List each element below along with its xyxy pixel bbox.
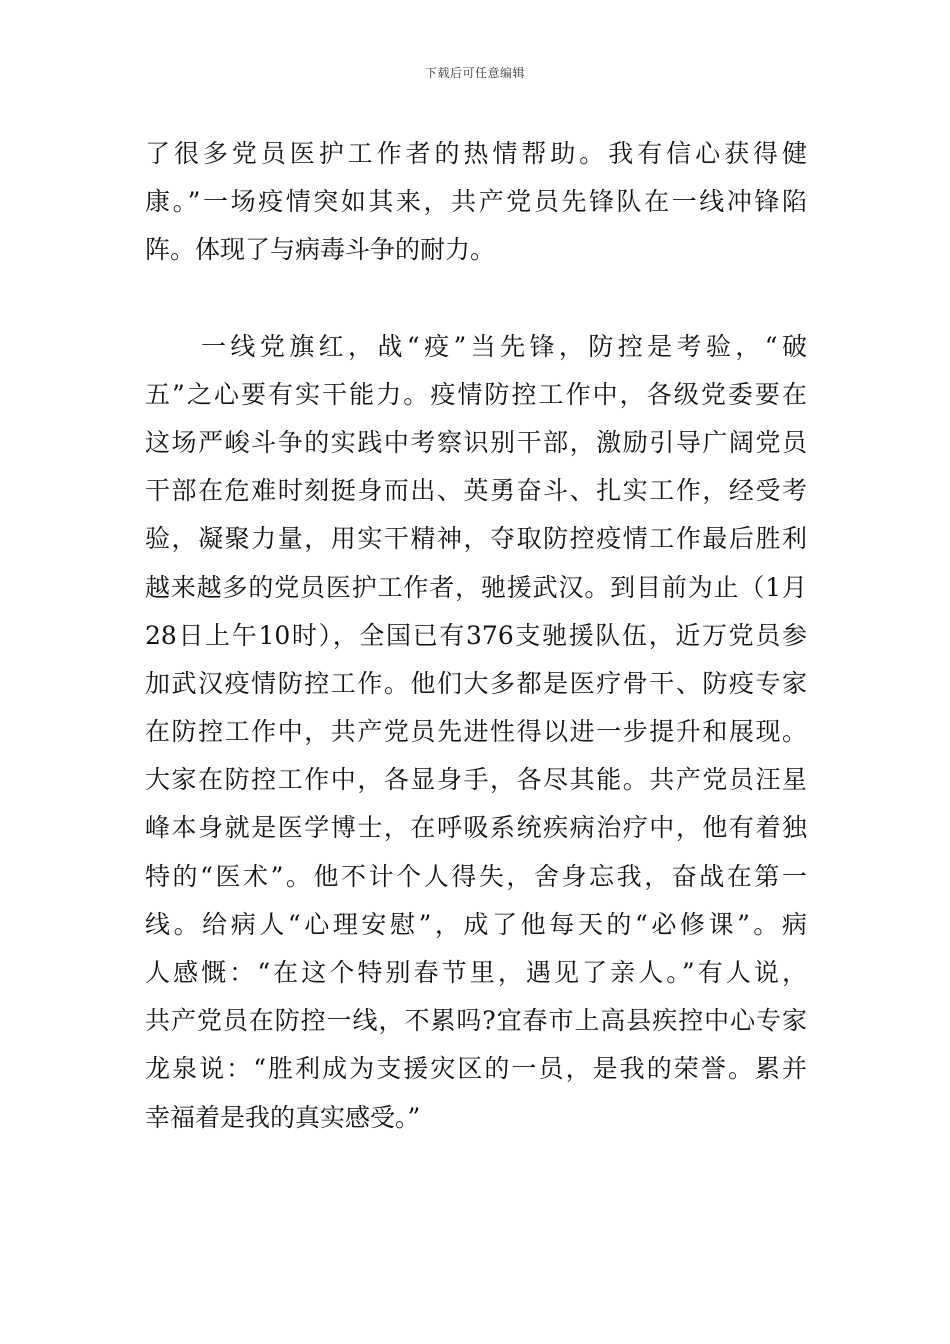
text-line: 了很多党员医护工作者的热情帮助。我有信心获得健 xyxy=(145,139,807,168)
text-line: 龙泉说：“胜利成为支援灾区的一员，是我的荣誉。累并 xyxy=(145,1054,807,1084)
text-line: 幸福着是我的真实感受。” xyxy=(145,1102,421,1132)
paragraph-2 xyxy=(145,323,807,1142)
header-note: 下载后可任意编辑 xyxy=(424,66,525,80)
text-line: 阵。体现了与病毒斗争的耐力。 xyxy=(145,235,496,265)
text-line: 加武汉疫情防控工作。他们大多都是医疗骨干、防疫专家 xyxy=(145,668,807,698)
text-line: 共产党员在防控一线，不累吗?宜春市上高县疾控中心专家 xyxy=(145,1006,807,1036)
text-line: 康。”一场疫情突如其来，共产党员先锋队在一线冲锋陷 xyxy=(145,187,807,217)
text-line: 在防控工作中，共产党员先进性得以进一步提升和展现。 xyxy=(145,717,807,747)
text-line: 峰本身就是医学博士，在呼吸系统疾病治疗中，他有着独 xyxy=(145,813,807,843)
text-line: 人感慨：“在这个特别春节里，遇见了亲人。”有人说， xyxy=(145,958,807,987)
text-line: 大家在防控工作中，各显身手，各尽其能。共产党员汪星 xyxy=(145,765,807,795)
paragraph-1 xyxy=(145,130,807,275)
paragraph-gap xyxy=(145,275,807,323)
text-line: 越来越多的党员医护工作者，驰援武汉。到目前为止（1月 xyxy=(145,572,807,602)
text-line: 28日上午10时），全国已有376支驰援队伍，近万党员参 xyxy=(145,620,807,650)
text-line: 这场严峻斗争的实践中考察识别干部，激励引导广阔党员 xyxy=(145,427,807,457)
text-line: 干部在危难时刻挺身而出、英勇奋斗、扎实工作，经受考 xyxy=(145,476,807,506)
text-line: 线。给病人“心理安慰”，成了他每天的“必修课”。病 xyxy=(145,909,807,939)
text-line: 五”之心要有实干能力。疫情防控工作中，各级党委要在 xyxy=(145,379,807,409)
text-line: 特的“医术”。他不计个人得失，舍身忘我，奋战在第一 xyxy=(145,861,807,891)
document-body xyxy=(145,130,807,1142)
text-line: 验，凝聚力量，用实干精神，夺取防控疫情工作最后胜利 xyxy=(145,524,807,554)
text-line: 一线党旗红，战“疫”当先锋，防控是考验，“破 xyxy=(201,331,807,361)
